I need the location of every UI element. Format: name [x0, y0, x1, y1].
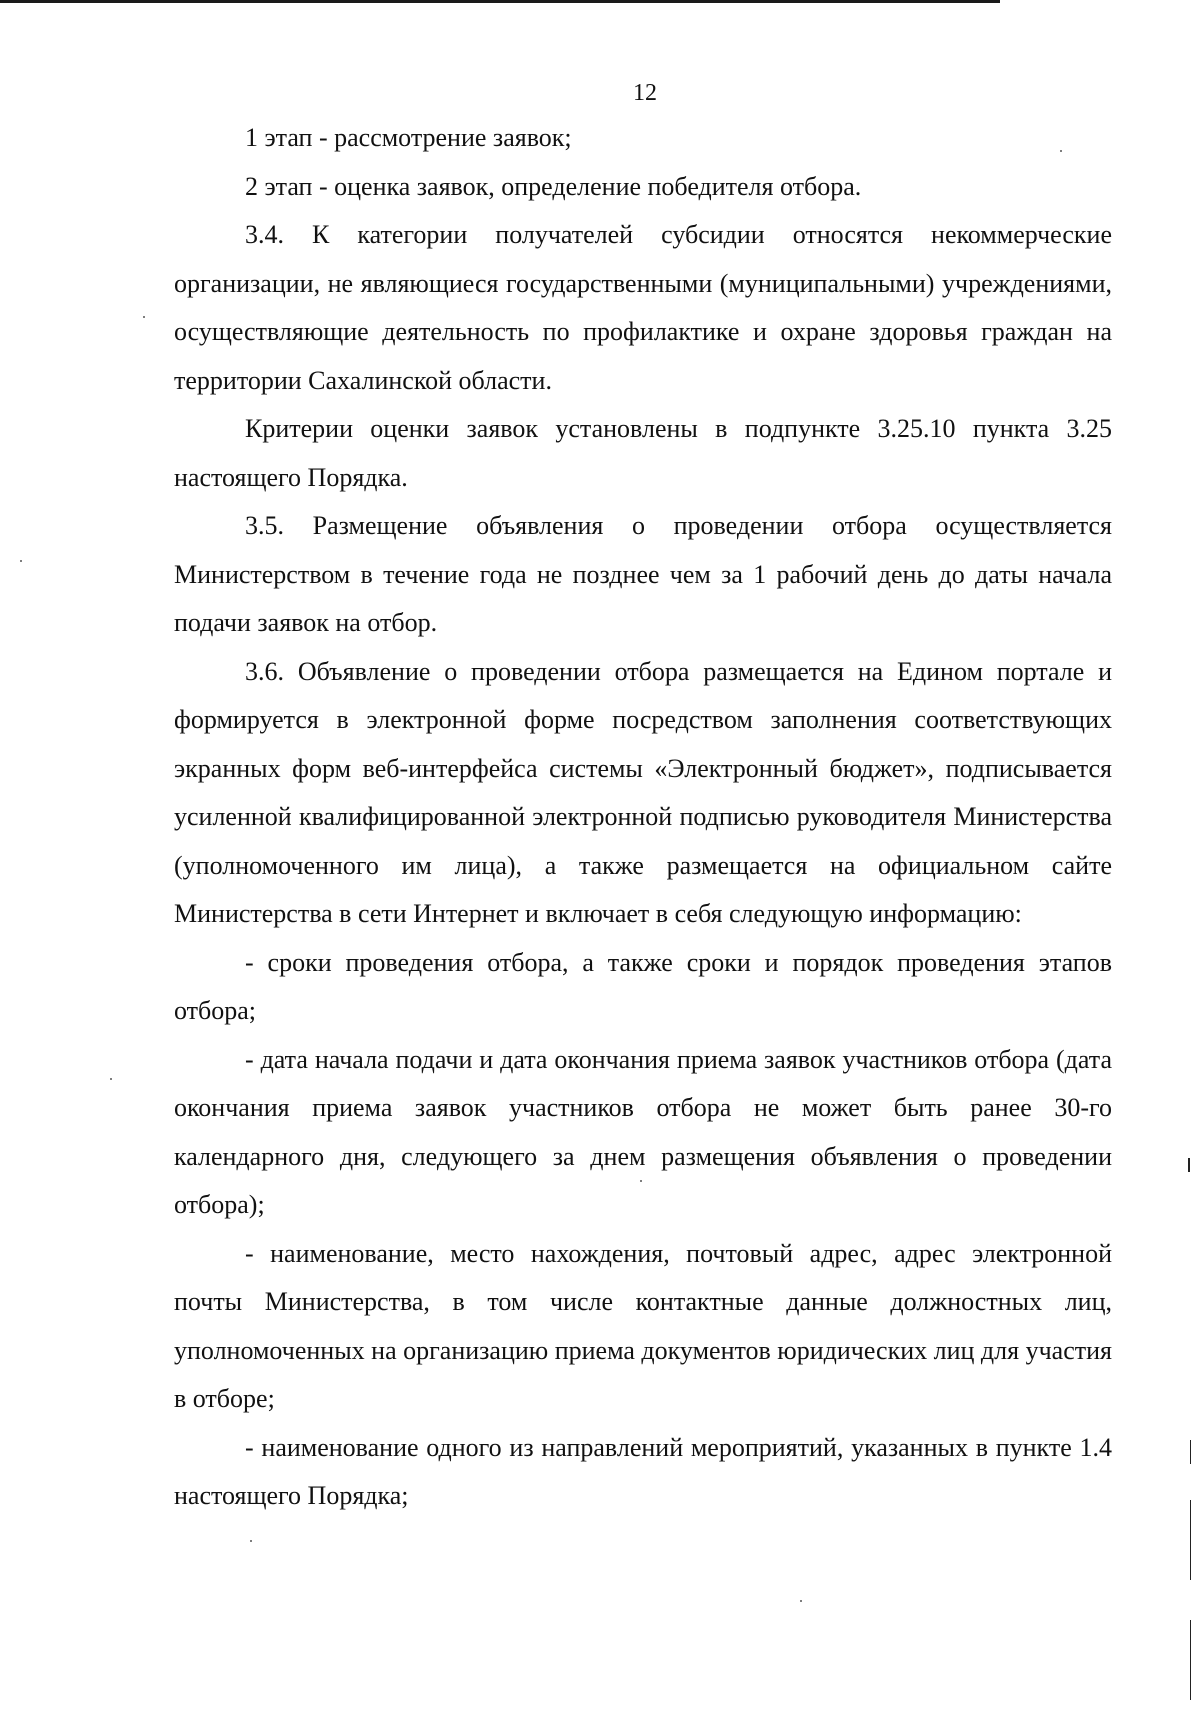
list-item-deadlines: - сроки проведения отбора, а также сроки и порядок проведения этапов отбора;	[174, 947, 1112, 1025]
list-item-dates: - дата начала подачи и дата окончания приема заявок участников отбора (дата окончания приема заявок участников отбора не может быть ранее 30-го календарного дня, следующего за днем размещения объявления о проведении отбора);	[174, 1044, 1112, 1219]
paragraph-3-4: 3.4. К категории получателей субсидии относятся некоммерческие организации, не являющиеся государственными (муниципальными) учреждениями, осуществляющие деятельность по профилактике и охране здоровья граждан на территории Сахалинской области.	[174, 220, 1112, 395]
scan-speck	[250, 1540, 252, 1542]
scan-speck	[143, 316, 145, 318]
document-body	[174, 114, 1112, 1521]
scan-edge-mark	[1188, 1158, 1190, 1172]
scan-top-edge	[0, 0, 1000, 3]
list-item-contacts: - наименование, место нахождения, почтовый адрес, адрес электронной почты Министерства, в том числе контактные данные должностных лиц, уполномоченных на организацию приема документов юридических лиц для участия в отборе;	[174, 1238, 1112, 1413]
scan-speck	[20, 560, 22, 562]
scan-speck	[110, 1078, 112, 1080]
list-item-direction: - наименование одного из направлений мероприятий, указанных в пункте 1.4 настоящего Порядка;	[174, 1432, 1112, 1510]
scan-speck	[640, 1180, 642, 1182]
paragraph-stage-1: 1 этап - рассмотрение заявок;	[245, 123, 572, 152]
paragraph-3-6: 3.6. Объявление о проведении отбора размещается на Едином портале и формируется в электронной форме посредством заполнения соответствующих экранных форм веб-интерфейса системы «Электронный бюджет», подписывается усиленной квалифицированной электронной подписью руководителя Министерства (уполномоченного им лица), а также размещается на официальном сайте Министерства в сети Интернет и включает в себя следующую информацию:	[174, 656, 1112, 928]
page-number: 12	[633, 80, 657, 106]
paragraph-stage-2: 2 этап - оценка заявок, определение победителя отбора.	[245, 171, 862, 201]
scan-edge-mark	[1190, 1500, 1191, 1580]
scan-edge-mark	[1190, 1440, 1191, 1464]
paragraph-3-5: 3.5. Размещение объявления о проведении отбора осуществляется Министерством в течение года не позднее чем за 1 рабочий день до даты начала подачи заявок на отбор.	[174, 511, 1112, 637]
scan-speck	[800, 1600, 802, 1602]
scan-edge-mark	[1190, 1620, 1191, 1700]
scan-speck	[1060, 150, 1062, 152]
paragraph-criteria: Критерии оценки заявок установлены в подпункте 3.25.10 пункта 3.25 настоящего Порядка.	[174, 414, 1112, 492]
